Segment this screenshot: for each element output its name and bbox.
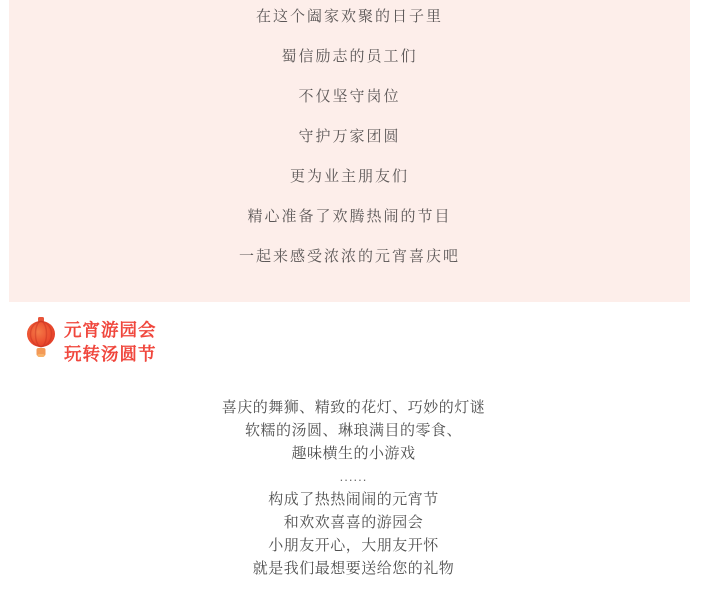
hero-line: 蜀信励志的员工们: [281, 48, 418, 65]
hero-line: 在这个阖家欢聚的日子里: [255, 8, 443, 25]
hero-line: 守护万家团圆: [298, 128, 401, 145]
body-line: 软糯的汤圆、琳琅满目的零食、: [244, 422, 462, 439]
section-title-line2: 玩转汤圆节: [64, 344, 157, 364]
ellipsis-line: ......: [339, 469, 368, 484]
body-line: 和欢欢喜喜的游园会: [283, 514, 424, 531]
section-heading: [25, 315, 157, 366]
hero-line: 更为业主朋友们: [289, 168, 409, 185]
body-line: 构成了热热闹闹的元宵节: [268, 491, 439, 508]
hero-line: 不仅坚守岗位: [298, 88, 401, 105]
body-copy: [0, 396, 707, 580]
body-line: 趣味横生的小游戏: [291, 445, 416, 462]
hero-line: 精心准备了欢腾热闹的节目: [247, 208, 452, 225]
lantern-icon: [25, 315, 57, 365]
hero-line: 一起来感受浓浓的元宵喜庆吧: [238, 248, 460, 265]
hero-section: [9, 0, 690, 302]
body-line: 喜庆的舞狮、精致的花灯、巧妙的灯谜: [221, 399, 486, 416]
body-line: 就是我们最想要送给您的礼物: [252, 560, 455, 577]
section-title-line1: 元宵游园会: [64, 320, 157, 340]
body-line: 小朋友开心，大朋友开怀: [268, 537, 439, 554]
section-title: [64, 318, 157, 366]
